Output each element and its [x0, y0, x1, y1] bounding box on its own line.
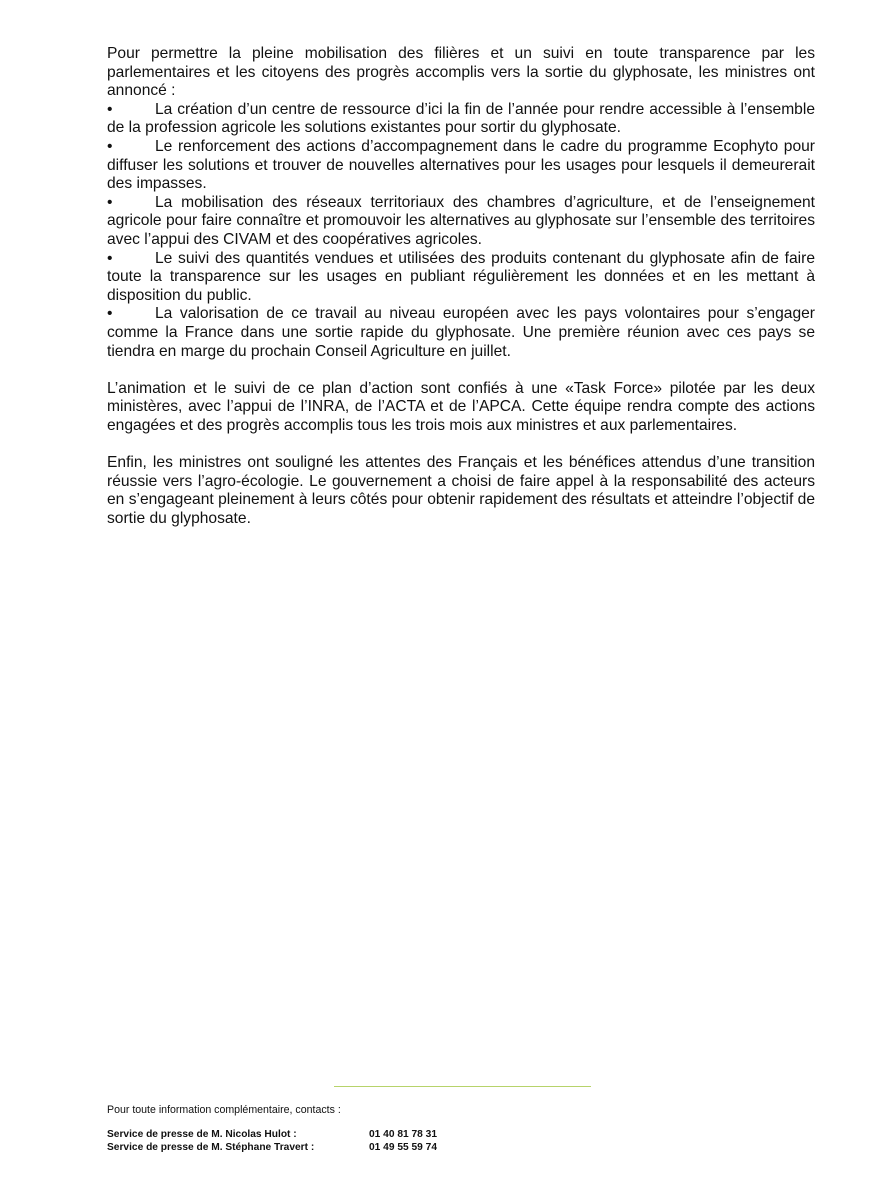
list-item — [107, 101, 815, 138]
list-item-text: La création d’un centre de ressource d’ici la fin de l’année pour rendre accessible à l’ensemble de la profession agricole les solutions existantes pour sortir du glyphosate. — [107, 100, 815, 137]
paragraph-spacer — [107, 361, 815, 380]
list-item — [107, 138, 815, 194]
list-item-text: La valorisation de ce travail au niveau européen avec les pays volontaires pour s’engager comme la France dans une sortie rapide du glyphosate. Une première réunion avec ces pays se tiendra en marge du prochain Conseil Agriculture en juillet. — [107, 305, 815, 360]
paragraph-spacer — [107, 435, 815, 454]
task-force-paragraph: L’animation et le suivi de ce plan d’action sont confiés à une «Task Force» pilotée par les deux ministères, avec l’appui de l’INRA, de l’ACTA et de l’APCA. Cette équipe rendra compte des actions engagées et des progrès accomplis tous les trois mois aux ministres et aux parlementaires. — [107, 379, 815, 434]
list-item — [107, 305, 815, 361]
bullet-symbol: • — [107, 100, 113, 118]
list-item-text: Le renforcement des actions d’accompagnement dans le cadre du programme Ecophyto pour diffuser les solutions et trouver de nouvelles alternatives pour les usages pour lesquels il demeurerait des impasses. — [107, 137, 815, 193]
contact-row — [107, 1142, 607, 1155]
bullet-symbol: • — [107, 137, 113, 155]
list-item-text: Le suivi des quantités vendues et utilisées des produits contenant du glyphosate afin de faire toute la transparence sur les usages en publiant régulièrement les données et en les mettant à disposition du public. — [107, 249, 815, 304]
intro-paragraph: Pour permettre la pleine mobilisation des filières et un suivi en toute transparence par les parlementaires et les citoyens des progrès accomplis vers la sortie du glyphosate, les ministres ont annoncé : — [107, 45, 815, 100]
contact-phone: 01 40 81 78 31 — [369, 1129, 437, 1140]
list-item-text: La mobilisation des réseaux territoriaux des chambres d’agriculture, et de l’enseignement agricole pour faire connaître et promouvoir les alternatives au glyphosate sur l’ensemble des territoires avec l’appui des CIVAM et des coopératives agricoles. — [107, 193, 815, 248]
bullet-symbol: • — [107, 305, 113, 323]
footer-divider — [334, 1086, 591, 1087]
list-item — [107, 250, 815, 306]
bullet-symbol: • — [107, 193, 113, 211]
bullet-symbol: • — [107, 249, 113, 267]
footer — [107, 1104, 607, 1154]
list-item — [107, 194, 815, 250]
contact-row — [107, 1129, 607, 1142]
contact-phone: 01 49 55 59 74 — [369, 1141, 437, 1153]
footer-intro: Pour toute information complémentaire, contacts : — [107, 1104, 341, 1116]
contact-label: Service de presse de M. Nicolas Hulot : — [107, 1129, 297, 1140]
conclusion-paragraph: Enfin, les ministres ont souligné les attentes des Français et les bénéfices attendus d’une transition réussie vers l’agro-écologie. Le gouvernement a choisi de faire appel à la responsabilité des acteurs en s’engageant pleinement à leurs côtés pour obtenir rapidement des résultats et atteindre l’objectif de sortie du glyphosate. — [107, 454, 815, 527]
document-body — [107, 45, 815, 528]
contact-label: Service de presse de M. Stéphane Travert : — [107, 1141, 315, 1153]
